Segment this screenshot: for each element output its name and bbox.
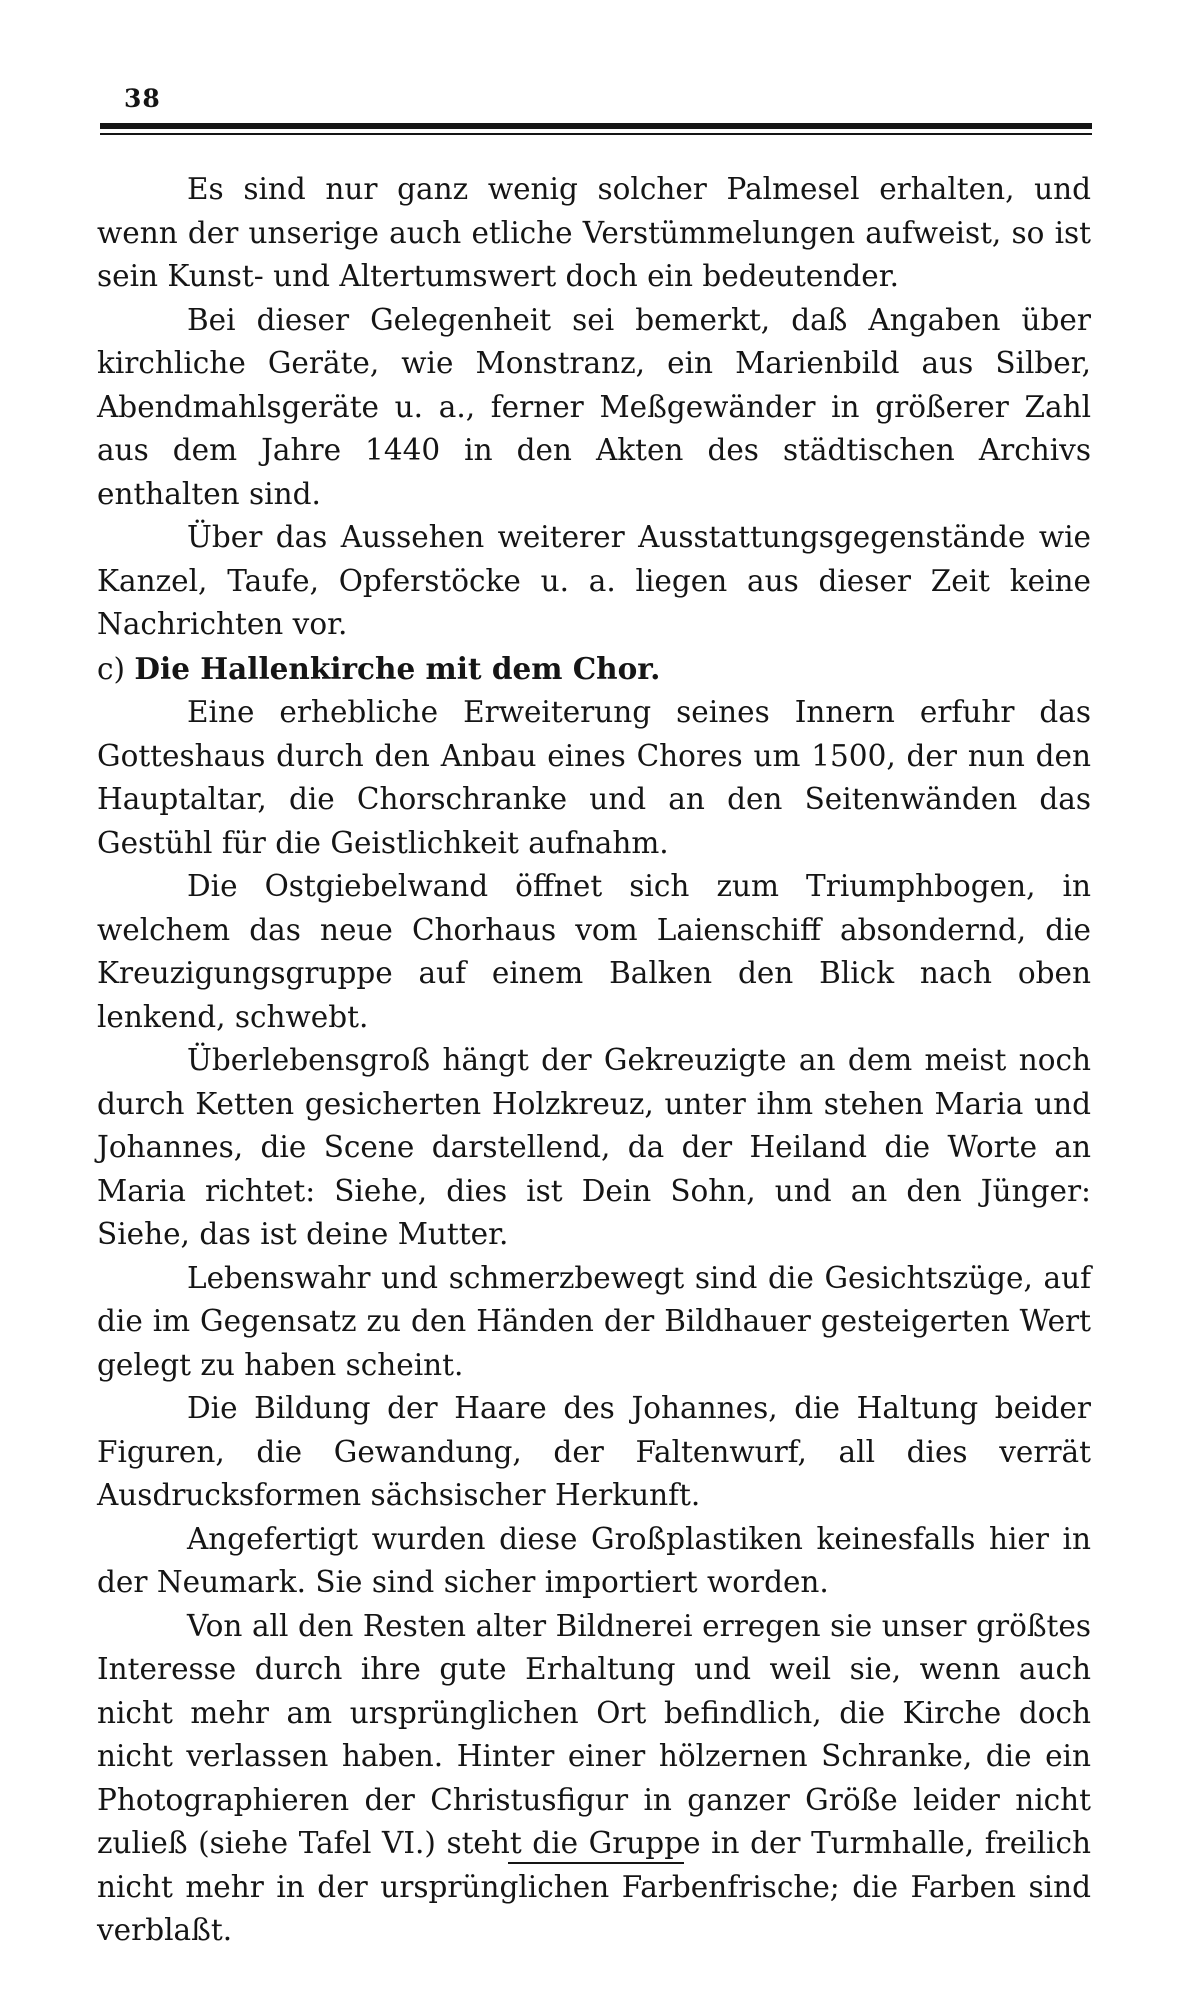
paragraph-palmesel: Es sind nur ganz wenig solcher Palmesel erhalten, und wenn der unserige auch etliche Verstümmelungen aufweist, so ist sein Kunst- und Altertumswert doch ein bedeutender. [97, 172, 1091, 293]
section-heading [97, 647, 1091, 692]
body-text [97, 168, 1091, 1953]
section-label: c) [97, 651, 126, 686]
paragraph-geraete: Bei dieser Gelegenheit sei bemerkt, daß Angaben über kirchliche Geräte, wie Monstranz, ein Marienbild aus Silber, Abendmahlsgeräte u. a., ferner Meßgewänder in größerer Zahl aus dem Jahre 1440 in den Akten des städtischen Archivs enthalten sind. [97, 302, 1091, 511]
paragraph-grossplastiken: Angefertigt wurden diese Großplastiken keinesfalls hier in der Neumark. Sie sind sicher importiert worden. [97, 1521, 1091, 1599]
paragraph-gesichtszuege: Lebenswahr und schmerzbewegt sind die Gesichtszüge, auf die im Gegensatz zu den Händen der Bildhauer gesteigerten Wert gelegt zu haben scheint. [97, 1260, 1091, 1382]
end-rule [508, 1862, 684, 1864]
header-rule-thin [100, 133, 1092, 135]
section-title: Die Hallenkirche mit dem Chor. [134, 650, 661, 686]
paragraph-bildung: Die Bildung der Haare des Johannes, die Haltung beider Figuren, die Gewandung, der Faltenwurf, all dies verrät Ausdrucksformen sächsischer Herkunft. [97, 1391, 1091, 1512]
paragraph-triumphbogen: Die Ostgiebelwand öffnet sich zum Triumphbogen, in welchem das neue Chorhaus vom Laienschiff absondernd, die Kreuzigungsgruppe auf einem Balken den Blick nach oben lenkend, schwebt. [97, 869, 1091, 1034]
page-number: 38 [124, 84, 161, 113]
header-rule-thick [100, 123, 1092, 129]
paragraph-erweiterung: Eine erhebliche Erweiterung seines Innern erfuhr das Gotteshaus durch den Anbau eines Chores um 1500, der nun den Hauptaltar, die Chorschranke und an den Seitenwänden das Gestühl für die Geistlichkeit aufnahm. [97, 695, 1091, 860]
paragraph-bildnerei: Von all den Resten alter Bildnerei erregen sie unser größtes Interesse durch ihre gute Erhaltung und weil sie, wenn auch nicht mehr am ursprünglichen Ort befindlich, die Kirche doch nicht verlassen haben. Hinter einer hölzernen Schranke, die ein Photographieren der Christusfigur in ganzer Größe leider nicht zuließ (siehe Tafel VI.) steht die Gruppe in der Turmhalle, freilich nicht mehr in der ursprünglichen Farbenfrische; die Farben sind verblaßt. [97, 1608, 1091, 1947]
paragraph-gekreuzigte: Überlebensgroß hängt der Gekreuzigte an dem meist noch durch Ketten gesicherten Holzkreuz, unter ihm stehen Maria und Johannes, die Scene darstellend, da der Heiland die Worte an Maria richtet: Siehe, dies ist Dein Sohn, und an den Jünger: Siehe, das ist deine Mutter. [97, 1043, 1091, 1251]
paragraph-ausstattung: Über das Aussehen weiterer Ausstattungsgegenstände wie Kanzel, Taufe, Opferstöcke u. a. liegen aus dieser Zeit keine Nachrichten vor. [97, 520, 1091, 641]
